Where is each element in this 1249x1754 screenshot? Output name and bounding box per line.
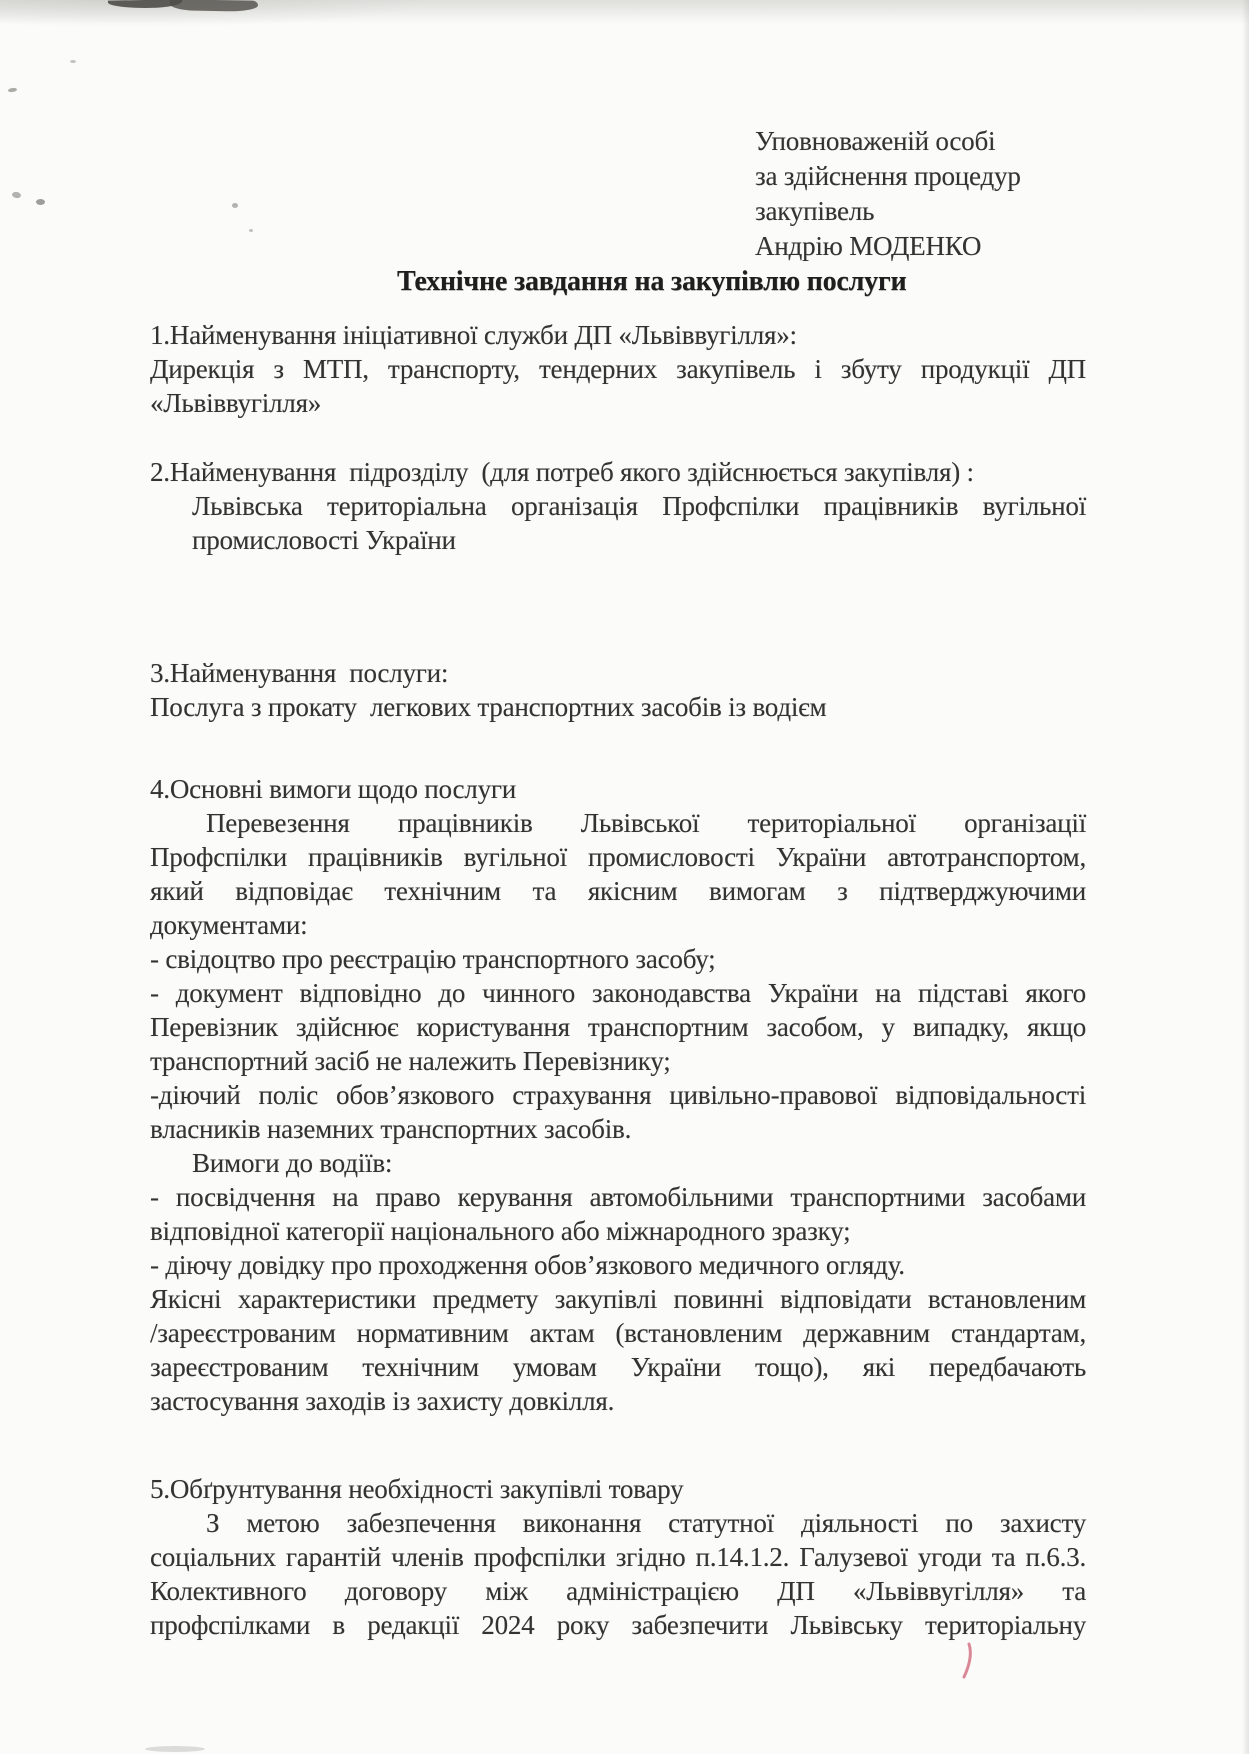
paragraph-line: Перевезення працівників Львівської територіальної організації — [206, 808, 1086, 838]
section-3-line: Послуга з прокату легкових транспортних засобів із водієм — [150, 692, 827, 722]
section-4 — [150, 772, 1086, 1418]
paragraph-line: Профспілки працівників вугільної промисловості України автотранспортом, — [150, 842, 1086, 872]
paragraph-line: зареєстрованим технічним умовам України тощо), які передбачають — [150, 1352, 1086, 1382]
document-title: Технічне завдання на закупівлю послуги — [397, 266, 907, 297]
section-4-heading: 4.Основні вимоги щодо послуги — [150, 774, 516, 804]
addressee-name: Андрію МОДЕНКО — [755, 231, 982, 261]
bullet-line: Перевізник здійснює користування транспортним засобом, у випадку, якщо — [150, 1012, 1086, 1042]
paragraph-line: З метою забезпечення виконання статутної діяльності по захисту — [206, 1508, 1086, 1538]
section-2-heading: 2.Найменування підрозділу (для потреб якого здійснюється закупівля) : — [150, 457, 974, 487]
bullet-line: - документ відповідно до чинного законодавства України на підставі якого — [150, 978, 1086, 1008]
section-5 — [150, 1472, 1086, 1642]
bullet-line: транспортний засіб не належить Перевізнику; — [150, 1046, 671, 1076]
bullet-line: відповідної категорії національного або міжнародного зразку; — [150, 1216, 851, 1246]
addressee-line: закупівель — [755, 196, 875, 226]
bullet-line: - діючу довідку про проходження обов’язкового медичного огляду. — [150, 1250, 905, 1280]
paragraph-line: Колективного договору між адміністрацією ДП «Львіввугілля» та — [150, 1576, 1086, 1606]
paragraph-line: Якісні характеристики предмету закупівлі повинні відповідати встановленим — [150, 1284, 1086, 1314]
section-1 — [150, 318, 1086, 420]
section-2-line: промисловості України — [192, 525, 456, 555]
bullet-line: - посвідчення на право керування автомобільними транспортними засобами — [150, 1182, 1086, 1212]
drivers-requirements-heading: Вимоги до водіїв: — [192, 1148, 393, 1178]
paragraph-line: профспілками в редакції 2024 року забезпечити Львівську територіальну — [150, 1610, 1086, 1640]
section-1-line: Дирекція з МТП, транспорту, тендерних закупівель і збуту продукції ДП — [150, 354, 1086, 384]
paragraph-line: соціальних гарантій членів профспілки згідно п.14.1.2. Галузевої угоди та п.6.3. — [150, 1542, 1086, 1572]
scan-right-shadow — [1242, 0, 1249, 1754]
bullet-line: -діючий поліс обов’язкового страхування цивільно-правової відповідальності — [150, 1080, 1086, 1110]
scan-speck — [36, 199, 45, 205]
section-2 — [150, 455, 1086, 557]
scan-speck — [145, 1746, 205, 1752]
scan-speck — [249, 229, 253, 232]
section-5-heading: 5.Обґрунтування необхідності закупівлі товару — [150, 1474, 684, 1504]
scan-speck — [12, 191, 22, 198]
paragraph-line: який відповідає технічним та якісним вимогам з підтверджуючими — [150, 876, 1086, 906]
addressee-block — [755, 124, 1021, 264]
bullet-line: - свідоцтво про реєстрацію транспортного засобу; — [150, 944, 716, 974]
red-pen-mark — [960, 1642, 976, 1680]
scan-speck — [8, 87, 17, 92]
scan-smudge — [170, 0, 258, 12]
section-3 — [150, 656, 1086, 724]
paragraph-line: документами: — [150, 910, 308, 940]
addressee-line: Уповноваженій особі — [755, 126, 996, 156]
section-1-heading: 1.Найменування ініціативної служби ДП «Львіввугілля»: — [150, 320, 797, 350]
paragraph-line: /зареєстрованим нормативним актам (встановленим державним стандартам, — [150, 1318, 1086, 1348]
paragraph-line: застосування заходів із захисту довкілля. — [150, 1386, 615, 1416]
scan-speck — [70, 60, 76, 63]
bullet-line: власників наземних транспортних засобів. — [150, 1114, 632, 1144]
section-3-heading: 3.Найменування послуги: — [150, 658, 449, 688]
scan-speck — [232, 203, 238, 208]
addressee-line: за здійснення процедур — [755, 161, 1021, 191]
section-2-line: Львівська територіальна організація Профспілки працівників вугільної — [192, 491, 1086, 521]
section-1-line: «Львіввугілля» — [150, 388, 322, 418]
